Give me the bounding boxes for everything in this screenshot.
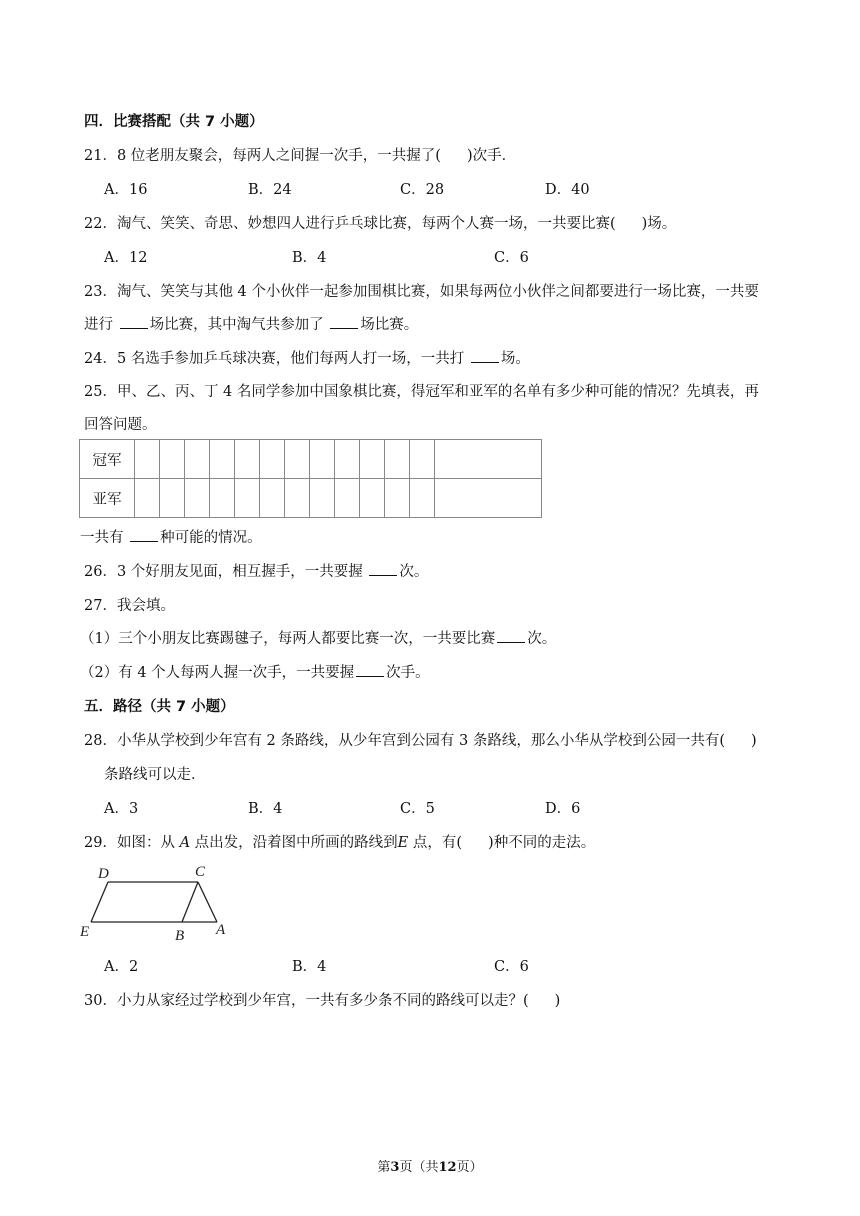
- q21-option-d[interactable]: D．40: [545, 182, 590, 198]
- question-27: 27．我会填。: [84, 598, 175, 614]
- table-cell[interactable]: [335, 440, 360, 479]
- question-28-line2: 条路线可以走．: [104, 767, 206, 783]
- q21-option-a[interactable]: A．16: [104, 182, 148, 198]
- segment-ca: [198, 882, 217, 922]
- section-title-paths: 五．路径（共 7 小题）: [84, 699, 235, 715]
- label-e: E: [80, 924, 90, 940]
- table-cell[interactable]: [435, 440, 542, 479]
- table-cell[interactable]: [435, 479, 542, 518]
- q29-option-b[interactable]: B．4: [292, 959, 327, 975]
- q21-option-c[interactable]: C．28: [400, 182, 445, 198]
- table-cell[interactable]: [335, 479, 360, 518]
- question-24: 24．5 名选手参加乒乓球决赛，他们每两人打一场，一共打 场。: [84, 347, 530, 368]
- table-cell[interactable]: [385, 479, 410, 518]
- table-cell[interactable]: [210, 440, 235, 479]
- question-28-line1: 28．小华从学校到少年宫有 2 条路线，从少年宫到公园有 3 条路线，那么小华从学校到公园一共有( ): [84, 733, 757, 749]
- label-b: B: [175, 928, 185, 942]
- q23-blank-2[interactable]: [330, 314, 358, 329]
- table-cell[interactable]: [160, 479, 185, 518]
- q28-option-a[interactable]: A．3: [104, 801, 139, 817]
- table-row-runnerup: [80, 479, 542, 518]
- section-title-matching: 四．比赛搭配（共 7 小题）: [84, 114, 264, 130]
- table-row-champion: [80, 440, 542, 479]
- q24-blank[interactable]: [471, 348, 499, 363]
- page-number: 3: [390, 1160, 400, 1175]
- table-cell[interactable]: [135, 440, 160, 479]
- table-cell[interactable]: [385, 440, 410, 479]
- question-23-line1: 23．淘气、笑笑与其他 4 个小伙伴一起参加围棋比赛，如果每两位小伙伴之间都要进行一场比赛，一共要: [84, 284, 759, 300]
- table-cell[interactable]: [135, 479, 160, 518]
- row-label-champion: 冠军: [80, 440, 135, 479]
- table-cell[interactable]: [360, 440, 385, 479]
- table-cell[interactable]: [310, 479, 335, 518]
- question-25-answer: 一共有 种可能的情况。: [80, 526, 262, 547]
- q28-option-d[interactable]: D．6: [545, 801, 581, 817]
- q28-option-b[interactable]: B．4: [248, 801, 283, 817]
- question-29: 29．如图：从 A 点出发，沿着图中所画的路线到E 点，有( )种不同的走法。: [84, 835, 596, 851]
- question-27-part-2: （2）有 4 个人每两人握一次手，一共要握 次手。: [80, 661, 430, 682]
- q22-option-b[interactable]: B．4: [292, 250, 327, 266]
- table-cell[interactable]: [160, 440, 185, 479]
- label-a: A: [216, 922, 226, 938]
- table-cell[interactable]: [410, 479, 435, 518]
- label-d: D: [98, 866, 109, 882]
- q22-option-a[interactable]: A．12: [104, 250, 148, 266]
- q27-blank-2[interactable]: [356, 662, 384, 677]
- table-cell[interactable]: [260, 440, 285, 479]
- q26-blank[interactable]: [369, 561, 397, 576]
- table-cell[interactable]: [185, 440, 210, 479]
- q22-option-c[interactable]: C．6: [494, 250, 529, 266]
- row-label-runnerup: 亚军: [80, 479, 135, 518]
- q29-option-a[interactable]: A．2: [104, 959, 139, 975]
- table-cell[interactable]: [210, 479, 235, 518]
- page-total: 12: [438, 1160, 457, 1175]
- table-cell[interactable]: [235, 479, 260, 518]
- q27-blank-1[interactable]: [497, 628, 525, 643]
- table-cell[interactable]: [260, 479, 285, 518]
- label-c: C: [195, 864, 206, 880]
- q23-blank-1[interactable]: [120, 314, 148, 329]
- table-cell[interactable]: [185, 479, 210, 518]
- page-footer: 第3页（共12页）: [377, 1160, 483, 1175]
- q21-option-b[interactable]: B．24: [248, 182, 292, 198]
- question-25-line1: 25．甲、乙、丙、丁 4 名同学参加中国象棋比赛，得冠军和亚军的名单有多少种可能的情况？先填表，再: [84, 384, 759, 400]
- table-cell[interactable]: [360, 479, 385, 518]
- segment-cb: [182, 882, 198, 922]
- question-21: 21．8 位老朋友聚会，每两人之间握一次手，一共握了( )次手．: [84, 148, 517, 164]
- champion-runnerup-table: [79, 439, 542, 518]
- table-cell[interactable]: [235, 440, 260, 479]
- table-cell[interactable]: [310, 440, 335, 479]
- q25-blank[interactable]: [130, 527, 158, 542]
- question-27-part-1: （1）三个小朋友比赛踢毽子，每两人都要比赛一次，一共要比赛 次。: [80, 627, 556, 648]
- question-23-line2: 进行 场比赛，其中淘气共参加了 场比赛。: [84, 313, 418, 334]
- question-22: 22．淘气、笑笑、奇思、妙想四人进行乒乓球比赛，每两个人赛一场，一共要比赛( )场。: [84, 216, 677, 232]
- question-25-line2: 回答问题。: [84, 417, 157, 433]
- question-30: 30．小力从家经过学校到少年宫，一共有多少条不同的路线可以走？( ): [84, 993, 561, 1009]
- q28-option-c[interactable]: C．5: [400, 801, 435, 817]
- table-cell[interactable]: [285, 479, 310, 518]
- table-cell[interactable]: [285, 440, 310, 479]
- path-figure: [78, 860, 238, 942]
- segment-de: [91, 882, 108, 922]
- table-cell[interactable]: [410, 440, 435, 479]
- q29-option-c[interactable]: C．6: [494, 959, 529, 975]
- question-26: 26．3 个好朋友见面，相互握手，一共要握 次。: [84, 560, 428, 581]
